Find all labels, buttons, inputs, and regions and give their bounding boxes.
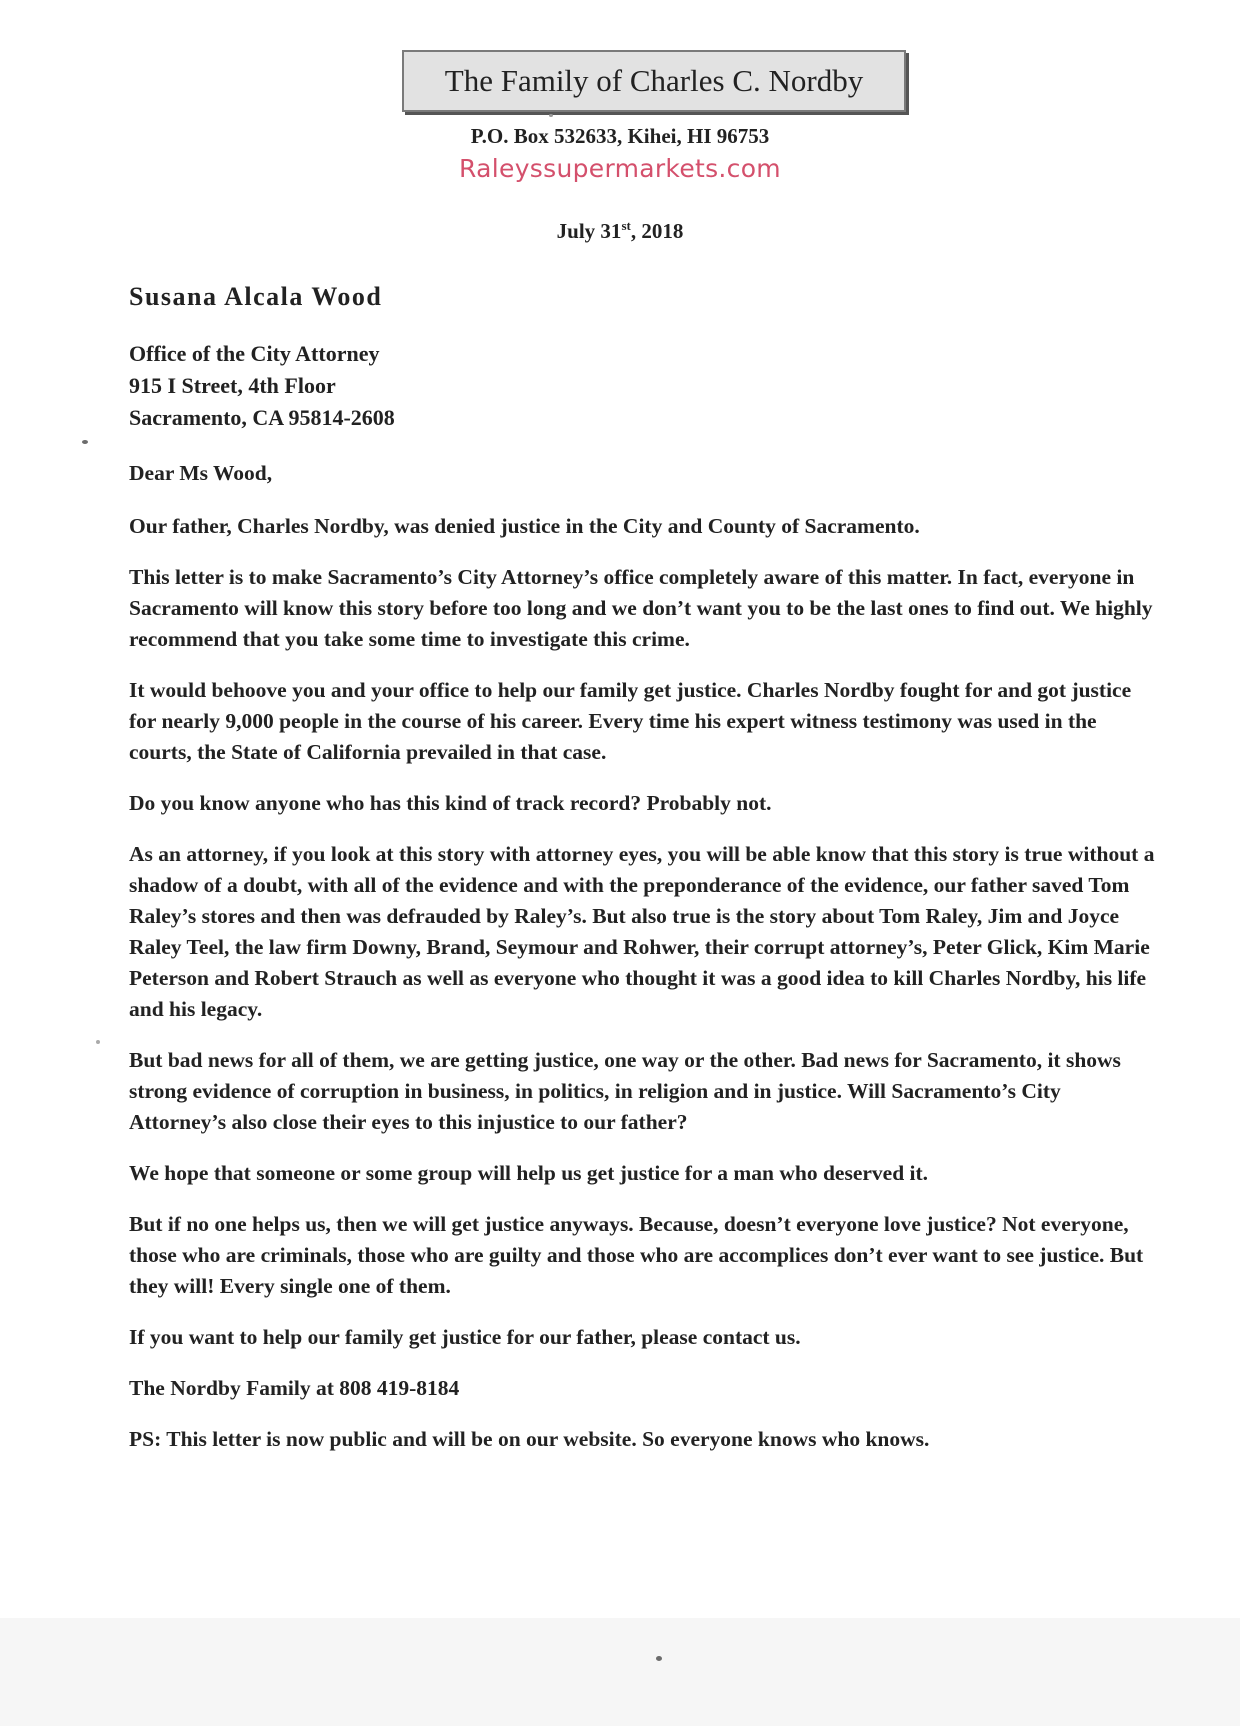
address-line: Sacramento, CA 95814-2608 — [129, 405, 395, 430]
body-paragraph: If you want to help our family get justice for our father, please contact us. — [129, 1325, 801, 1349]
scan-speck — [656, 1656, 662, 1661]
scan-speck — [549, 114, 553, 117]
letter-body — [129, 458, 1159, 1475]
body-paragraph: It would behoove you and your office to help our family get justice. Charles Nordby fought for and got justice for nearly 9,000 people in the course of his career. Every time his expert witness testimony was used in the courts, the State of California prevailed in that case. — [129, 678, 1132, 764]
address-line: 915 I Street, 4th Floor — [129, 373, 336, 398]
signature-line: The Nordby Family at 808 419-8184 — [129, 1376, 460, 1400]
scan-speck — [96, 1040, 100, 1044]
letterhead-po-box: P.O. Box 532633, Kihei, HI 96753 — [470, 124, 770, 148]
scan-speck — [82, 440, 88, 444]
letterhead-family-name: The Family of Charles C. Nordby — [444, 63, 864, 98]
body-paragraph: As an attorney, if you look at this story with attorney eyes, you will be able know that this story is true without a shadow of a doubt, with all of the evidence and with the preponderance of the evidence, our father saved Tom Raley’s stores and then was defrauded by Raley’s. But also true is the story about Tom Raley, Jim and Joyce Raley Teel, the law firm Downy, Brand, Seymour and Rohwer, their corrupt attorney’s, Peter Glick, Kim Marie Peterson and Robert Strauch as well as everyone who thought it was a good idea to kill Charles Nordby, his life and his legacy. — [129, 842, 1155, 1021]
body-paragraph: Do you know anyone who has this kind of track record? Probably not. — [129, 791, 772, 815]
date-year: , 2018 — [630, 219, 684, 243]
recipient-address — [129, 338, 395, 434]
recipient-name: Susana Alcala Wood — [129, 282, 383, 311]
letter-date — [0, 218, 1240, 244]
scan-footer-strip — [0, 1618, 1240, 1726]
letterhead-website: Raleyssupermarkets.com — [459, 154, 781, 183]
date-ordinal: st — [621, 218, 631, 233]
body-paragraph: Our father, Charles Nordby, was denied justice in the City and County of Sacramento. — [129, 514, 920, 538]
body-paragraph: This letter is to make Sacramento’s City Attorney’s office completely aware of this matter. In fact, everyone in Sacramento will know this story before too long and we don’t want you to be the last ones to find out. We highly recommend that you take some time to investigate this crime. — [129, 565, 1153, 651]
postscript: PS: This letter is now public and will be on our website. So everyone knows who knows. — [129, 1427, 930, 1451]
body-paragraph: We hope that someone or some group will help us get justice for a man who deserved it. — [129, 1161, 929, 1185]
body-paragraph: But bad news for all of them, we are getting justice, one way or the other. Bad news for Sacramento, it shows strong evidence of corruption in business, in politics, in religion and in justice. Will Sacramento’s City Attorney’s also close their eyes to this injustice to our father? — [129, 1048, 1121, 1134]
address-line: Office of the City Attorney — [129, 341, 380, 366]
letterhead-box — [402, 50, 906, 112]
body-paragraph: But if no one helps us, then we will get justice anyways. Because, doesn’t everyone love justice? Not everyone, those who are criminals, those who are guilty and those who are accomplices don’t ever want to see justice. But they will! Every single one of them. — [129, 1212, 1144, 1298]
date-month-day: July 31 — [556, 219, 622, 243]
salutation: Dear Ms Wood, — [129, 461, 273, 485]
